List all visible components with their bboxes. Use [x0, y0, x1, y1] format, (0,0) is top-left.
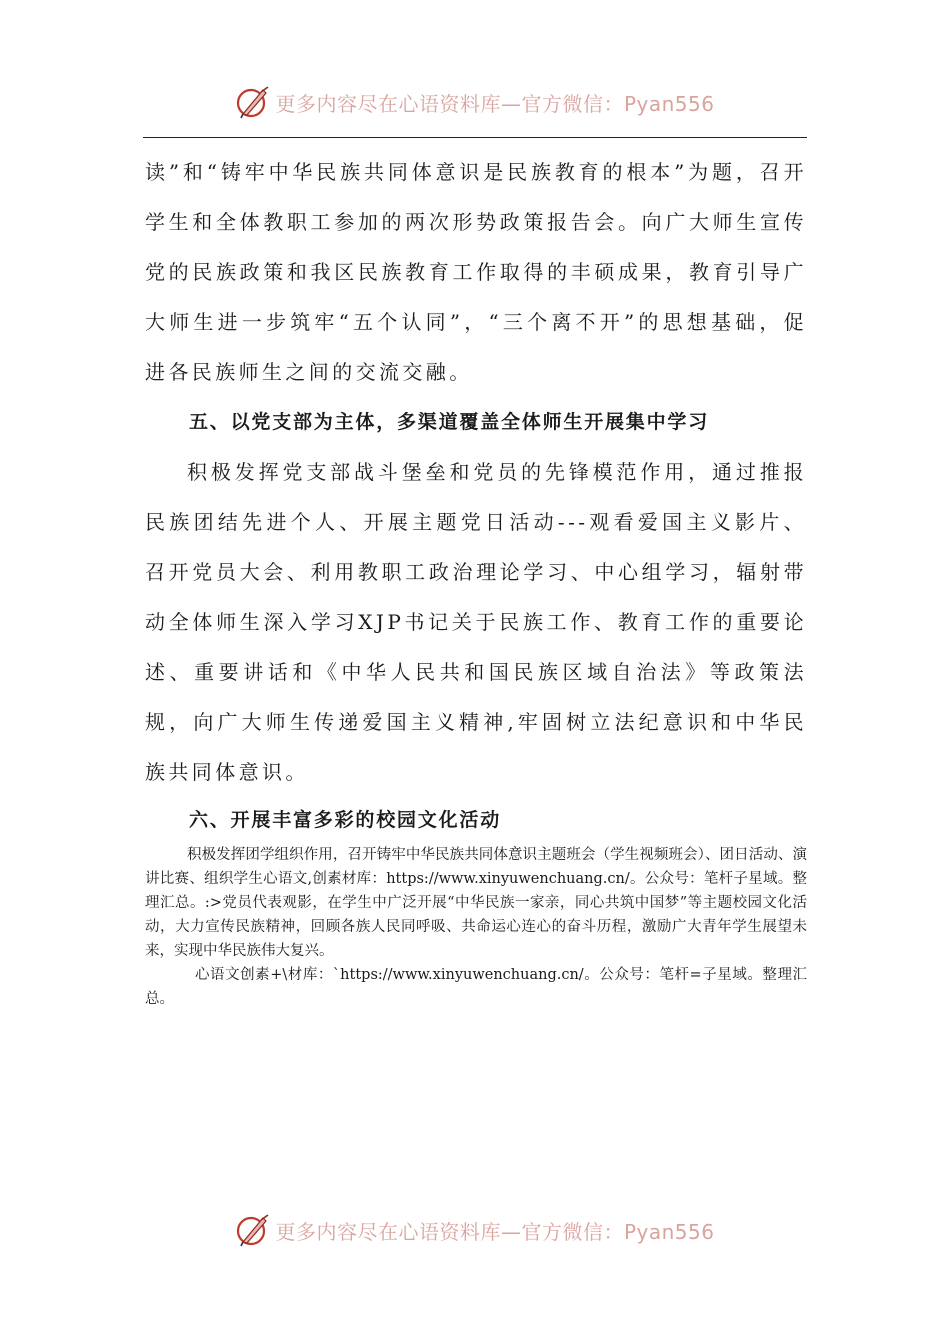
document-body [145, 147, 807, 1011]
quill-pen-logo-icon [235, 1212, 271, 1248]
footer-banner-inner [235, 1212, 714, 1248]
header-banner-text: 更多内容尽在心语资料库—官方微信：Pyan556 [275, 91, 715, 116]
paragraph-continuation: 读”和“铸牢中华民族共同体意识是民族教育的根本”为题，召开学生和全体教职工参加的两次形势政策报告会。向广大师生宣传党的民族政策和我区民族教育工作取得的丰硕成果，教育引导广大师生进一步筑牢“五个认同”，“三个离不开”的思想基础，促进各民族师生之间的交流交融。 [145, 160, 807, 384]
footer-banner [0, 1210, 950, 1250]
paragraph-section-5: 积极发挥党支部战斗堡垒和党员的先锋模范作用，通过推报民族团结先进个人、开展主题党日活动---观看爱国主义影片、召开党员大会、利用教职工政治理论学习、中心组学习，辐射带动全体师生深入学习XJP书记关于民族工作、教育工作的重要论述、重要讲话和《中华人民共和国民族区域自治法》等政策法规，向广大师生传递爱国主义精神,牢固树立法纪意识和中华民族共同体意识。 [145, 460, 807, 784]
header-banner-inner [235, 84, 714, 120]
header-banner [0, 82, 950, 122]
footer-banner-text: 更多内容尽在心语资料库—官方微信：Pyan556 [275, 1219, 715, 1244]
paragraph-section-6: 积极发挥团学组织作用，召开铸牢中华民族共同体意识主题班会（学生视频班会）、团日活动、演讲比赛、组织学生心语文,创素材库：https://www.xinyuwenchuang.cn/。公众号：笔杆子星域。整理汇总。:>党员代表观影，在学生中广泛开展“中华民族一家亲，同心共筑中国梦”等主题校园文化活动，大力宣传民族精神，回顾各族人民同呼吸、共命运心连心的奋斗历程，激励广大青年学生展望未来，实现中华民族伟大复兴。 [145, 847, 807, 959]
section-heading-6: 六、开展丰富多彩的校园文化活动 [189, 809, 502, 831]
section-heading-5: 五、以党支部为主体，多渠道覆盖全体师生开展集中学习 [189, 411, 710, 433]
paragraph-source-note: 心语文创素+\材库：`https://www.xinyuwenchuang.cn/。公众号：笔杆=子星域。整理汇总。 [145, 967, 807, 1007]
header-divider [143, 137, 807, 138]
quill-pen-logo-icon [235, 84, 271, 120]
